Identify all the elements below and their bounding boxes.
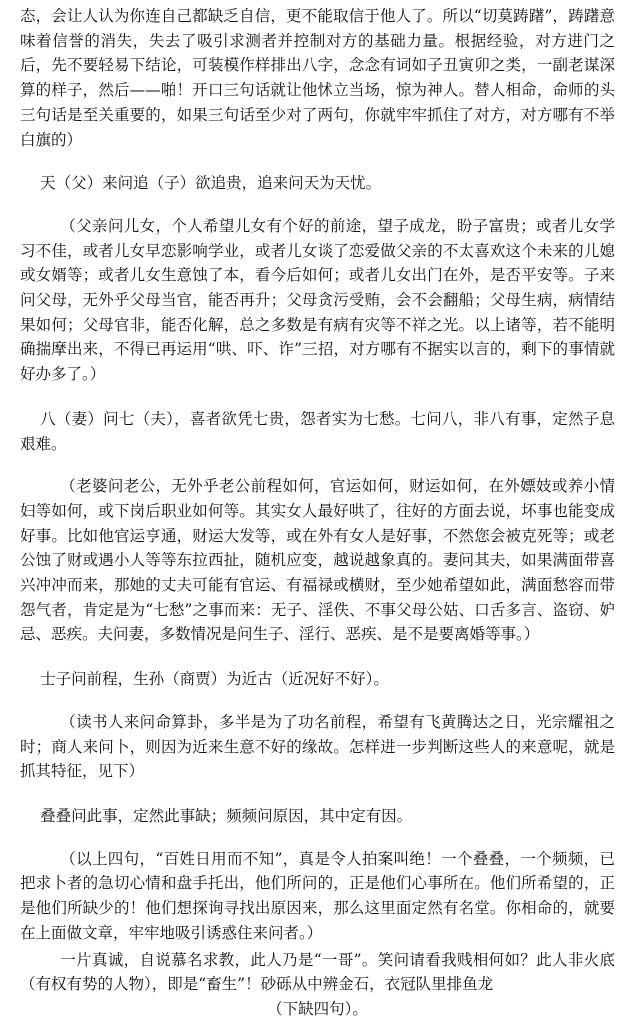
paragraph-intro: 态，会让人认为你连自己都缺乏自信，更不能取信于他人了。所以“切莫踌躇”，踌躇意味着信誉的消失，失去了吸引求测者并控制对方的基础力量。根据经验，对方进门之后，先不要轻易下结论，可装模作样排出八字，念念有词如子丑寅卯之类，一副老谋深算的样子，然后——啪！开口三句话就让他怵立当场，惊为神人。替人相命，命师的头三句话是至关重要的，如果三句话至少对了两句，你就牢牢抓住了对方，对方哪有不举白旗的） — [20, 7, 615, 149]
paragraph-commentary-father-son: （父亲问儿女，个人希望儿女有个好的前途，望子成龙，盼子富贵；或者儿女学习不佳，或者儿女早恋影响学业，或者儿女谈了恋爱做父亲的不太喜欢这个未来的儿媳或女婿等；或者儿女生意蚀了本，看今后如何；或者儿女出门在外，是否平安等。子来问父母，无外乎父母当官，能否再升；父母贪污受贿，会不会翻船；父母生病，病情结果如何；父母官非，能否化解，总之多数是有病有灾等不祥之光。以上诸等，若不能明确揣摩出来，不得已再运用“哄、吓、诈”三招，对方哪有不据实以言的，剩下的事情就好办多了。） — [20, 216, 615, 384]
paragraph-commentary-scholar-merchant: （读书人来问命算卦，多半是为了功名前程，希望有飞黄腾达之日，光宗耀祖之时；商人来问卜，则因为近来生意不好的缘故。怎样进一步判断这些人的来意呢，就是抓其特征，见下） — [20, 712, 615, 781]
paragraph-verse-repeated-questions: 叠叠问此事，定然此事缺；频频问原因，其中定有因。 — [40, 806, 413, 825]
paragraph-verse-sincere-visitor: 一片真诚，自说慕名求教，此人乃是“一哥”。笑问请看我贱相何如？此人非火底（有权有势的人物），即是“畜生”！砂砾从中辨金石，衣冠队里排鱼龙 — [20, 950, 615, 994]
paragraph-missing-lines-note: （下缺四句）。 — [267, 999, 368, 1018]
paragraph-commentary-repeated-questions: （以上四句，“百姓日用而不知”，真是令人拍案叫绝！一个叠叠，一个频频，已把求卜者的急切心情和盘手托出，他们所问的，正是他们心事所在。他们所希望的，正是他们所缺少的！他们想探询寻找出原因来，那么这里面定然有名堂。你相命的，就要在上面做文章，牢牢地吸引诱惑住来问者。） — [20, 849, 615, 942]
paragraph-verse-father-son: 天（父）来问追（子）欲追贵，追来问天为天忧。 — [40, 174, 382, 193]
paragraph-verse-wife-husband: 八（妻）问七（夫），喜者欲凭七贵，怨者实为七愁。七问八，非八有事，定然子息艰难。 — [20, 409, 615, 453]
paragraph-verse-scholar-merchant: 士子问前程，生孙（商贾）为近古（近况好不好）。 — [40, 670, 389, 689]
paragraph-commentary-wife-husband: （老婆问老公，无外乎老公前程如何，官运如何，财运如何，在外嫖妓或养小情妇等如何，或下岗后职业如何等。其实女人最好哄了，往好的方面去说，坏事也能变成好事。比如他官运亨通，财运大发等，或在外有女人是好事，不然您会被克死等；或老公蚀了财或遇小人等等东拉西扯，随机应变，越说越象真的。妻问其夫，如果满面带喜兴冲冲而来，那她的丈夫可能有官运、有福禄或横财，至少她希望如此，满面愁容而带怨气者，肯定是为“七愁”之事而来：无子、淫佚、不事父母公姑、口舌多言、盗窃、妒忌、恶疾。夫问妻，多数情况是问生子、淫行、恶疾、是不是要离婚等事。） — [20, 477, 615, 644]
